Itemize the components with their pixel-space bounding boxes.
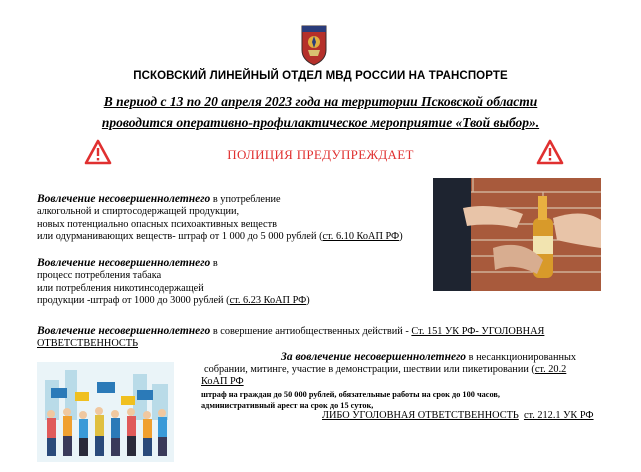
section-bold-lead: За вовлечение несовершеннолетнего <box>281 351 467 363</box>
law-reference-link[interactable]: КоАП РФ <box>201 376 244 388</box>
law-reference-link[interactable]: ст. 6.23 КоАП РФ <box>229 295 307 307</box>
section-text: новых потенциально опасных психоактивных веществ <box>37 218 277 230</box>
section-text: административный арест на срок до 15 суток, <box>201 401 374 411</box>
section-text: в совершение антиобщественных действий - <box>210 326 412 337</box>
rallies-section <box>281 351 611 364</box>
section-text: в употребление <box>210 194 281 205</box>
bottle-photo <box>433 178 601 291</box>
section-text: или потребления никотинсодержащей <box>37 282 204 294</box>
law-reference-link[interactable]: Ст. 151 УК РФ- УГОЛОВНАЯ <box>411 326 545 337</box>
section-text: процесс потребления табака <box>37 270 162 282</box>
section-text: ) <box>399 231 403 243</box>
antisocial-section <box>37 325 627 351</box>
law-reference-link[interactable]: ст. 20.2 <box>534 364 567 375</box>
section-bold-lead: Вовлечение несовершеннолетнего <box>37 193 211 205</box>
tobacco-section <box>37 257 427 308</box>
rallies-fine <box>201 389 621 411</box>
alcohol-section <box>37 193 427 244</box>
section-text: или одурманивающих веществ- штраф от 1 000 до 5 000 рублей ( <box>37 231 323 243</box>
law-reference-link[interactable]: ОТВЕТСТВЕННОСТЬ <box>37 338 138 350</box>
section-text: алкогольной и спиртосодержащей продукции, <box>37 206 240 218</box>
law-reference-link[interactable]: ЛИБО УГОЛОВНАЯ ОТВЕТСТВЕННОСТЬ <box>322 410 519 421</box>
section-text: продукции -штраф от 1000 до 3000 рублей ( <box>37 295 230 307</box>
section-text: ) <box>306 295 310 307</box>
section-bold-lead: Вовлечение несовершеннолетнего <box>37 325 211 337</box>
section-bold-lead: Вовлечение несовершеннолетнего <box>37 257 211 269</box>
lead-line-1: В период с 13 по 20 апреля 2023 года на территории Псковской области <box>103 94 538 109</box>
page-title: ПСКОВСКИЙ ЛИНЕЙНЫЙ ОТДЕЛ МВД РОССИИ НА ТРАНСПОРТЕ <box>133 70 508 82</box>
rallies-liability <box>322 410 622 422</box>
section-text: штраф на граждан до 50 000 рублей, обязательные работы на срок до 100 часов, <box>201 390 500 399</box>
law-reference-link[interactable]: ст. 6.10 КоАП РФ <box>322 231 400 243</box>
police-emblem-icon <box>299 22 329 66</box>
warning-heading: ПОЛИЦИЯ ПРЕДУПРЕЖДАЕТ <box>227 147 414 162</box>
section-text: в несанкционированных <box>466 352 577 363</box>
law-reference-link[interactable]: ст. 212.1 УК РФ <box>523 410 594 421</box>
section-text: в <box>210 258 218 269</box>
lead-line-2: проводится оперативно-профилактическое мероприятие «Твой выбор». <box>101 115 540 130</box>
rallies-section-body <box>201 364 621 389</box>
section-text: собрании, митинге, участие в демонстрации, шествии или пикетировании ( <box>204 364 535 375</box>
crowd-illustration <box>37 362 174 462</box>
